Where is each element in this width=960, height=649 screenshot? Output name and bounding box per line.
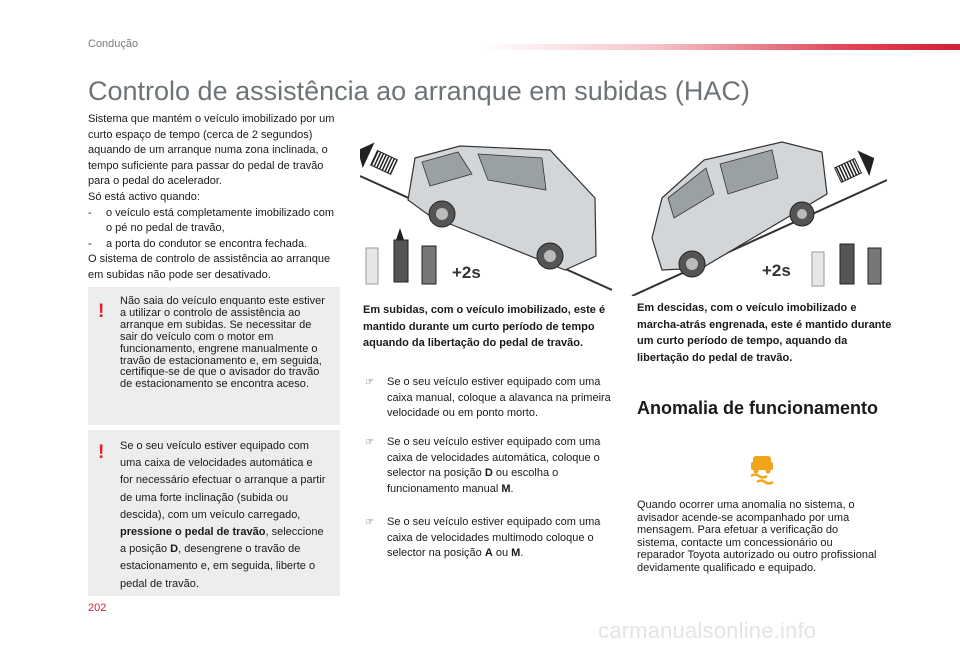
instruction-text: Se o seu veículo estiver equipado com uma caixa manual, coloque a alavanca na primeira velocidade ou em ponto morto.	[387, 376, 611, 420]
anomaly-text: Quando ocorrer uma anomalia no sistema, o avisador acende-se acompanhado por uma mensagem. Para efetuar a verificação do sistema, contacte um concessionário ou reparador Toyota autorizado ou outro profissional devidamente qualificado e equipado.	[637, 499, 877, 574]
warning-text: Não saia do veículo enquanto este estiver a utilizar o controlo de assistência ao arranque em subidas. Se necessitar de sair do veículo com o motor em funcionamento, engrene manualmente o travão de estacionamento e, em seguida, certifique-se de que o avisador do travão de estacionamento se encontra aceso.	[120, 295, 325, 391]
downhill-caption: Em descidas, com o veículo imobilizado e marcha-atrás engrenada, este é mantido durante um curto período de tempo, aquando da libertação do pedal de travão.	[637, 302, 892, 364]
direction-arrow-icon	[832, 145, 880, 187]
warning-icon: !	[98, 442, 105, 463]
pointing-hand-icon: ☞	[365, 517, 374, 528]
condition-text: o veículo está completamente imobilizado com o pé no pedal de travão,	[106, 206, 335, 235]
condition-item	[88, 237, 343, 253]
page-title: Controlo de assistência ao arranque em subidas (HAC)	[88, 76, 750, 106]
watermark: carmanualsonline.info	[598, 618, 817, 643]
emphasis: D	[170, 543, 179, 556]
intro-conditions-lead: Só está activo quando:	[88, 190, 200, 203]
timer-label: +2s	[762, 261, 791, 280]
warning-text: Se o seu veículo estiver equipado com uma caixa de velocidades automática e for necessário efectuar o arranque a partir de uma forte inclinação (subida ou descida), com um veículo carregado, pressione o pedal de travão, seleccione a posição D, desengrene o travão de estacionamento e, em seguida, liberte o pedal de travão.	[120, 440, 326, 590]
timer-label: +2s	[452, 263, 481, 282]
warning-icon: !	[98, 301, 105, 322]
uphill-caption: Em subidas, com o veículo imobilizado, este é mantido durante um curto período de tempo aquando da libertação do pedal de travão.	[363, 304, 606, 349]
uphill-illustration	[360, 128, 612, 296]
page-number: 202	[88, 602, 107, 614]
instruction-item	[365, 515, 615, 562]
instruction-item	[365, 375, 615, 422]
warning-box	[88, 287, 340, 425]
section-label: Condução	[88, 38, 139, 50]
pointing-hand-icon: ☞	[365, 437, 374, 448]
emphasis: pressione o pedal de travão	[120, 526, 266, 539]
instruction-text: Se o seu veículo estiver equipado com uma caixa de velocidades multimodo coloque o selector na posição A ou M.	[387, 516, 601, 560]
header-accent-bar	[480, 44, 960, 50]
pointing-hand-icon: ☞	[365, 377, 374, 388]
anomaly-heading: Anomalia de funcionamento	[637, 398, 879, 418]
intro-paragraph: Sistema que mantém o veículo imobilizado por um curto espaço de tempo (cerca de 2 segundos) aquando de um arranque numa zona inclinada, o tempo suficiente para passar do pedal de travão para o pedal do acelerador.	[88, 113, 335, 188]
intro-text	[88, 112, 343, 284]
downhill-illustration	[622, 128, 887, 296]
condition-text: a porta do condutor se encontra fechada.	[106, 237, 308, 250]
instruction-text: Se o seu veículo estiver equipado com uma caixa de velocidades automática, coloque o selector na posição D ou escolha o funcionamento manual M.	[387, 436, 601, 495]
warning-box	[88, 430, 340, 596]
dash-marker: -	[88, 206, 92, 219]
skid-warning-icon	[745, 452, 779, 486]
intro-note: O sistema de controlo de assistência ao arranque em subidas não pode ser desativado.	[88, 253, 331, 281]
instruction-item	[365, 435, 615, 497]
condition-item	[88, 206, 343, 237]
direction-arrow-icon	[360, 137, 400, 179]
dash-marker: -	[88, 237, 92, 250]
